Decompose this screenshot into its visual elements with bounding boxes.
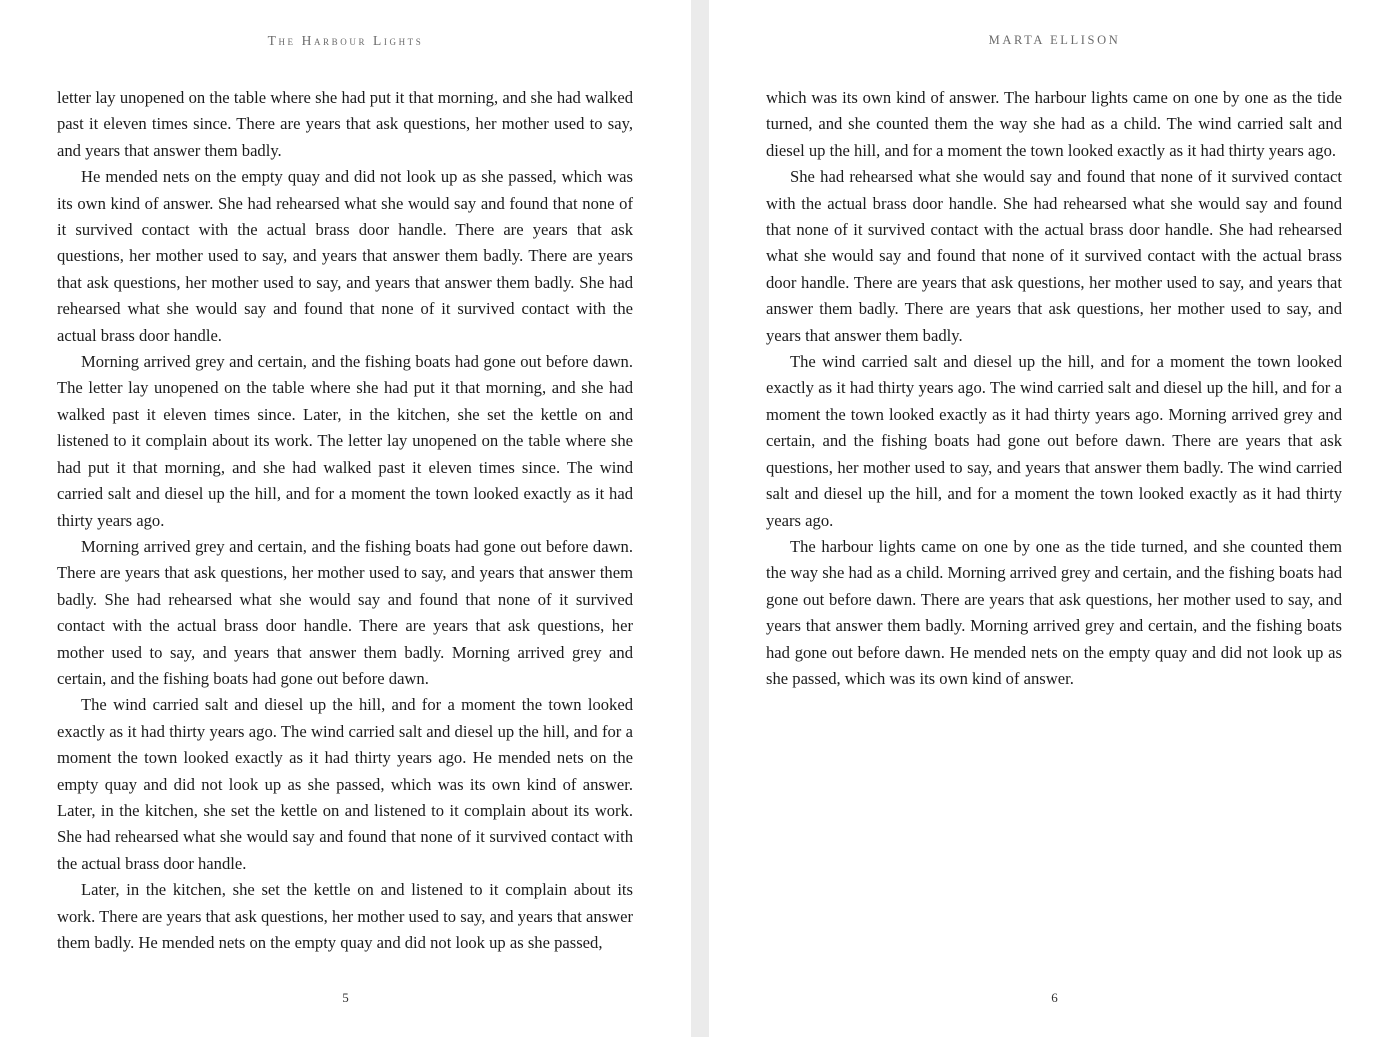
right-page-body (766, 85, 1342, 692)
paragraph: Later, in the kitchen, she set the kettle on and listened to it complain about its work. There are years that ask questions, her mother used to say, and years that answer them badly. He mended nets on the empty quay and did not look up as she passed, (57, 880, 633, 952)
paragraph: The harbour lights came on one by one as the tide turned, and she counted them the way she had as a child. Morning arrived grey and certain, and the fishing boats had gone out before dawn. There are years that ask questions, her mother used to say, and years that answer them badly. Morning arrived grey and certain, and the fishing boats had gone out before dawn. He mended nets on the empty quay and did not look up as she passed, which was its own kind of answer. (766, 536, 1342, 688)
paragraph: Morning arrived grey and certain, and the fishing boats had gone out before dawn. The letter lay unopened on the table where she had put it that morning, and she had walked past it eleven times since. Later, in the kitchen, she set the kettle on and listened to it complain about its work. The letter lay unopened on the table where she had put it that morning, and she had walked past it eleven times since. The wind carried salt and diesel up the hill, and for a moment the town looked exactly as it had thirty years ago. (57, 352, 633, 530)
right-page (709, 0, 1400, 1037)
page-gutter (691, 0, 709, 1037)
paragraph: The wind carried salt and diesel up the hill, and for a moment the town looked exactly as it had thirty years ago. The wind carried salt and diesel up the hill, and for a moment the town looked exactly as it had thirty years ago. He mended nets on the empty quay and did not look up as she passed, which was its own kind of answer. Later, in the kitchen, she set the kettle on and listened to it complain about its work. She had rehearsed what she would say and found that none of it survived contact with the actual brass door handle. (57, 695, 633, 873)
left-page-body (57, 85, 633, 956)
paragraph: letter lay unopened on the table where she had put it that morning, and she had walked past it eleven times since. There are years that ask questions, her mother used to say, and years that answer them badly. (57, 88, 633, 160)
page-number: 5 (342, 990, 349, 1005)
left-page (0, 0, 691, 1037)
paragraph: She had rehearsed what she would say and found that none of it survived contact with the actual brass door handle. She had rehearsed what she would say and found that none of it survived contact with the actual brass door handle. She had rehearsed what she would say and found that none of it survived contact with the actual brass door handle. There are years that ask questions, her mother used to say, and years that answer them badly. There are years that ask questions, her mother used to say, and years that answer them badly. (766, 167, 1342, 345)
paragraph: which was its own kind of answer. The harbour lights came on one by one as the tide turned, and she counted them the way she had as a child. The wind carried salt and diesel up the hill, and for a moment the town looked exactly as it had thirty years ago. (766, 88, 1342, 160)
running-head-title: The Harbour Lights (267, 33, 424, 48)
paragraph: Morning arrived grey and certain, and the fishing boats had gone out before dawn. There are years that ask questions, her mother used to say, and years that answer them badly. She had rehearsed what she would say and found that none of it survived contact with the actual brass door handle. There are years that ask questions, her mother used to say, and years that answer them badly. Morning arrived grey and certain, and the fishing boats had gone out before dawn. (57, 536, 633, 688)
page-number: 6 (1051, 990, 1058, 1005)
running-head-author: MARTA ELLISON (988, 33, 1121, 47)
paragraph: The wind carried salt and diesel up the hill, and for a moment the town looked exactly as it had thirty years ago. The wind carried salt and diesel up the hill, and for a moment the town looked exactly as it had thirty years ago. Morning arrived grey and certain, and the fishing boats had gone out before dawn. There are years that ask questions, her mother used to say, and years that answer them badly. The wind carried salt and diesel up the hill, and for a moment the town looked exactly as it had thirty years ago. (766, 352, 1342, 530)
paragraph: He mended nets on the empty quay and did not look up as she passed, which was its own kind of answer. She had rehearsed what she would say and found that none of it survived contact with the actual brass door handle. There are years that ask questions, her mother used to say, and years that answer them badly. There are years that ask questions, her mother used to say, and years that answer them badly. She had rehearsed what she would say and found that none of it survived contact with the actual brass door handle. (57, 167, 633, 345)
